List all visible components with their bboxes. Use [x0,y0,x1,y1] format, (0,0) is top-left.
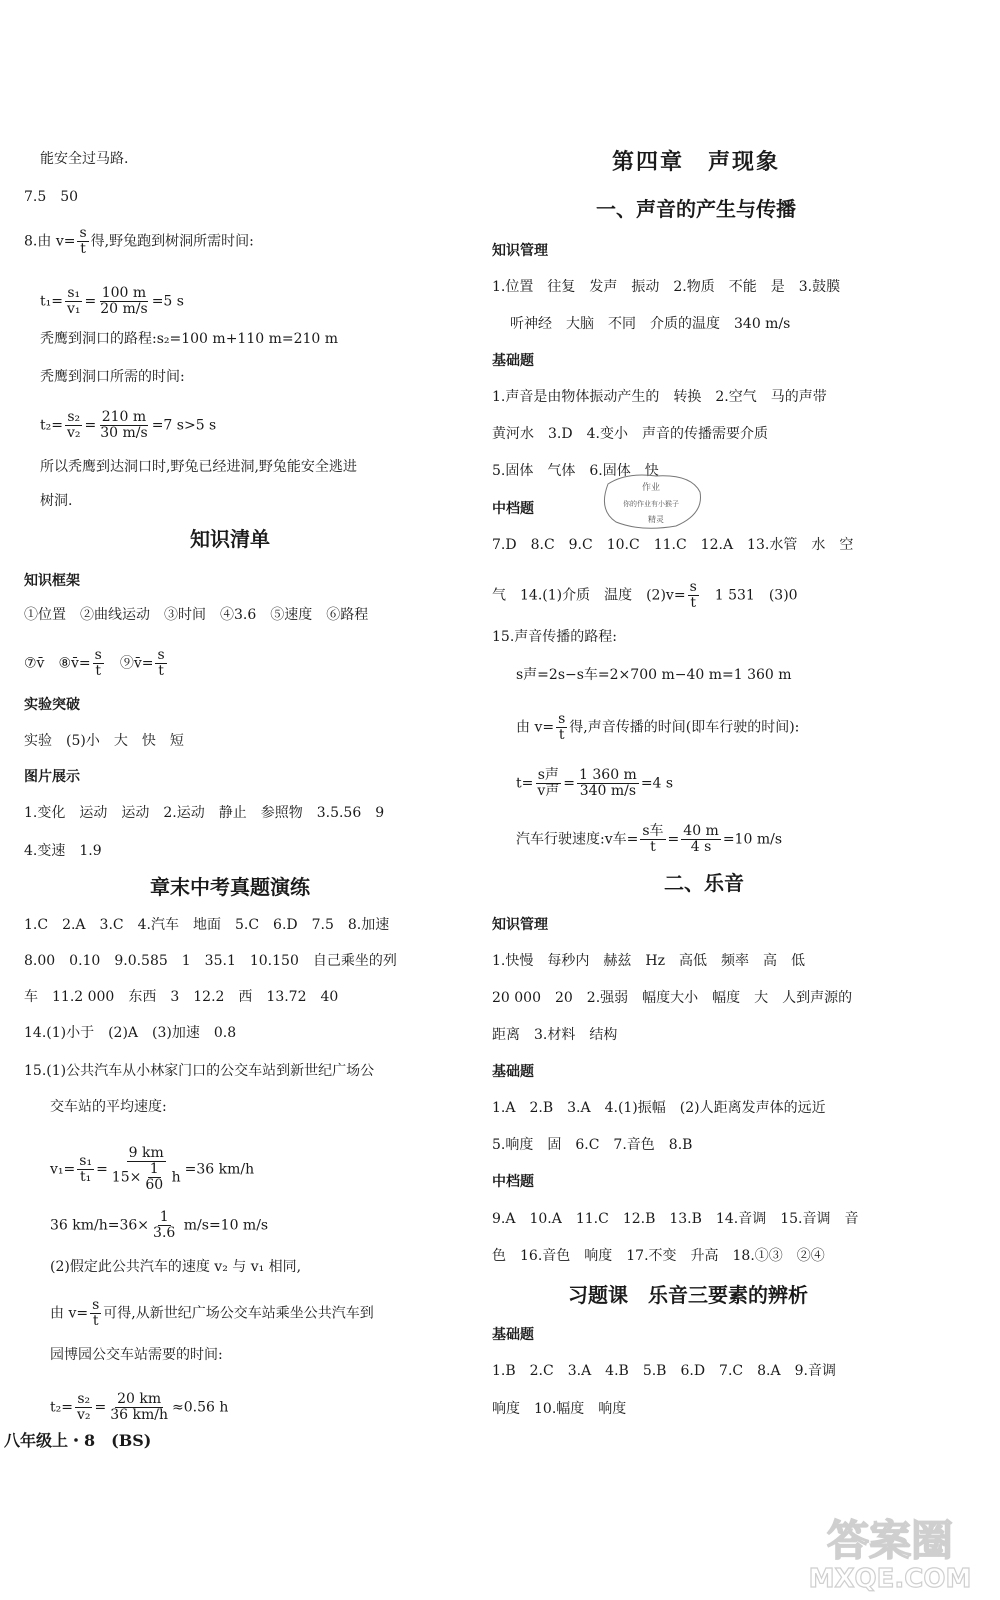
section-title: 二、乐音 [664,871,744,895]
fraction: $\frac{1}{60}$ [145,1161,164,1193]
chapter-title: 第四章 声现象 [612,150,781,175]
text-line: 5.固体 气体 6.固体 快 [492,463,659,479]
fraction: $\frac{210 m}{30 m/s}$ [100,409,148,441]
subsection-heading: 图片展示 [24,769,80,785]
text-line: 7.5 50 [24,189,79,205]
text-line: 4.变速 1.9 [24,843,102,859]
fraction: $\frac{100 m}{20 m/s}$ [100,285,148,317]
subsection-heading: 基础题 [492,1327,534,1343]
formula-line: 36 km/h=36× $\frac{1}{3.6}$ m/s=10 m/s [50,1209,269,1241]
stamp-logo-icon [596,470,706,532]
svg-text:精灵: 精灵 [648,515,664,524]
fraction: $\frac{s}{t}$ [94,647,102,679]
text-line: 7.D 8.C 9.C 10.C 11.C 12.A 13.水管 水 空 [492,537,854,553]
text-line: 气 14.(1)介质 温度 (2)v= $\frac{s}{t}$ 1 531 (3)0 [492,579,798,611]
text-line: 所以秃鹰到达洞口时,野兔已经进洞,野兔能安全逃进 [40,459,357,475]
fraction: 9 km 15× $\frac{1}{60}$ h [111,1145,181,1193]
text-line: 园博园公交车站需要的时间: [50,1347,223,1363]
subsection-heading: 知识框架 [24,573,80,589]
text-line: 色 16.音色 响度 17.不变 升高 18.①③ ②④ [492,1248,825,1264]
text-line: 15.(1)公共汽车从小林家门口的公交车站到新世纪广场公 [24,1063,375,1079]
fraction: $\frac{\text{s₂}}{\text{v₂}}$ [76,1391,91,1423]
section-title: 知识清单 [190,527,270,551]
svg-text:你的作业有小猴子: 你的作业有小猴子 [623,500,679,508]
text-line: 听神经 大脑 不同 介质的温度 340 m/s [510,316,791,332]
formula-line: t₂= $\frac{\text{s₂}}{\text{v₂}}$ = $\frac{210 m}{30 m/s}$ =7 s>5 s [40,409,217,441]
fraction: $\frac{\text{s₂}}{\text{v₂}}$ [66,409,81,441]
page-footer: 八年级上・8 (BS) [4,1431,152,1450]
text-line: 交车站的平均速度: [50,1099,167,1115]
fraction: $\frac{s}{t}$ [92,1297,100,1329]
fraction: $\frac{1 360 m}{340 m/s}$ [579,767,637,799]
text-line: 8.00 0.10 9.0.585 1 35.1 10.150 自己乘坐的列 [24,953,397,969]
text-line: 8.由 v= $\frac{s}{t}$ 得,野兔跑到树洞所需时间: [24,225,254,257]
subsection-heading: 中档题 [492,1174,534,1190]
svg-text:答案圈: 答案圈 [826,1516,954,1565]
watermark-logo-icon [800,1505,980,1595]
text-line: 黄河水 3.D 4.变小 声音的传播需要介质 [492,426,768,442]
text-line: 20 000 20 2.强弱 幅度大小 幅度 大 人到声源的 [492,990,853,1006]
text-line: (2)假定此公共汽车的速度 v₂ 与 v₁ 相同, [50,1259,302,1275]
svg-text:MXQE.COM: MXQE.COM [808,1564,972,1594]
section-title: 章末中考真题演练 [150,875,310,899]
fraction: $\frac{\text{s声}}{\text{v声}}$ [537,767,560,799]
text-line: 1.B 2.C 3.A 4.B 5.B 6.D 7.C 8.A 9.音调 [492,1363,836,1379]
text-line: 响度 10.幅度 响度 [492,1401,627,1417]
text-line: 秃鹰到洞口所需的时间: [40,369,185,385]
text-line: 车 11.2 000 东西 3 12.2 西 13.72 40 [24,989,339,1005]
fraction: $\frac{\text{s车}}{t}$ [642,823,664,855]
text-line: ⑦v̄ ⑧v̄= $\frac{s}{t}$ ⑨v̄= $\frac{s}{t}$ [24,647,165,679]
fraction: $\frac{40 m}{4 s}$ [683,823,719,855]
text-line: 1.声音是由物体振动产生的 转换 2.空气 马的声带 [492,389,827,405]
text-line: 1.快慢 每秒内 赫兹 Hz 高低 频率 高 低 [492,953,805,969]
subsection-heading: 基础题 [492,353,534,369]
text-line: 1.变化 运动 运动 2.运动 静止 参照物 3.5.56 9 [24,805,385,821]
text-line: 15.声音传播的路程: [492,629,617,645]
subsection-heading: 知识管理 [492,917,548,933]
text-line: 由 v= $\frac{s}{t}$ 可得,从新世纪广场公交车站乘坐公共汽车到 [50,1297,374,1329]
subsection-heading: 实验突破 [24,697,80,713]
text-line: 实验 (5)小 大 快 短 [24,733,184,749]
formula-line: 汽车行驶速度:v车= $\frac{\text{s车}}{t}$ = $\frac{40 m}{4 s}$ =10 m/s [516,823,782,855]
formula-line: t₁= $\frac{\text{s₁}}{\text{v₁}}$ = $\frac{100 m}{20 m/s}$ =5 s [40,285,184,317]
fraction: $\frac{20 km}{36 km/h}$ [110,1391,168,1423]
section-title: 习题课 乐音三要素的辨析 [568,1283,808,1307]
subsection-heading: 基础题 [492,1064,534,1080]
subsection-heading: 中档题 [492,501,534,517]
formula-line: v₁= $\frac{\text{s₁}}{\text{t₁}}$ = 9 km 15× $\frac{1}{60}$ h =36 km/h [50,1145,255,1193]
formula-line: s声=2s−s车=2×700 m−40 m=1 360 m [516,667,792,683]
text-line: 树洞. [40,493,73,509]
fraction: $\frac{s}{t}$ [558,711,566,743]
subsection-heading: 知识管理 [492,243,548,259]
formula-line: t= $\frac{\text{s声}}{\text{v声}}$ = $\frac{1 360 m}{340 m/s}$ =4 s [516,767,674,799]
text-line: 14.(1)小于 (2)A (3)加速 0.8 [24,1025,237,1041]
svg-text:作业: 作业 [641,483,661,493]
fraction: $\frac{\text{s₁}}{\text{v₁}}$ [66,285,81,317]
text-line: ①位置 ②曲线运动 ③时间 ④3.6 ⑤速度 ⑥路程 [24,607,369,623]
text-line: 5.响度 固 6.C 7.音色 8.B [492,1137,693,1153]
fraction: $\frac{s}{t}$ [689,579,697,611]
text-line: 能安全过马路. [40,151,129,167]
text-line: 距离 3.材料 结构 [492,1027,618,1043]
formula-line: t₂= $\frac{\text{s₂}}{\text{v₂}}$ = $\frac{20 km}{36 km/h}$ ≈0.56 h [50,1391,229,1423]
text-line: 1.A 2.B 3.A 4.(1)振幅 (2)人距离发声体的远近 [492,1100,826,1116]
text-line: 秃鹰到洞口的路程:s₂=100 m+110 m=210 m [40,331,339,347]
fraction: $\frac{s}{t}$ [79,225,87,257]
text-line: 1.C 2.A 3.C 4.汽车 地面 5.C 6.D 7.5 8.加速 [24,917,390,933]
text-line: 1.位置 往复 发声 振动 2.物质 不能 是 3.鼓膜 [492,279,841,295]
fraction: $\frac{s}{t}$ [157,647,165,679]
section-title: 一、声音的产生与传播 [596,197,796,221]
text-line: 9.A 10.A 11.C 12.B 13.B 14.音调 15.音调 音 [492,1211,859,1227]
text-line: 由 v= $\frac{s}{t}$ 得,声音传播的时间(即车行驶的时间): [516,711,800,743]
fraction: $\frac{\text{s₁}}{\text{t₁}}$ [79,1153,93,1185]
fraction: $\frac{1}{3.6}$ [153,1209,176,1241]
